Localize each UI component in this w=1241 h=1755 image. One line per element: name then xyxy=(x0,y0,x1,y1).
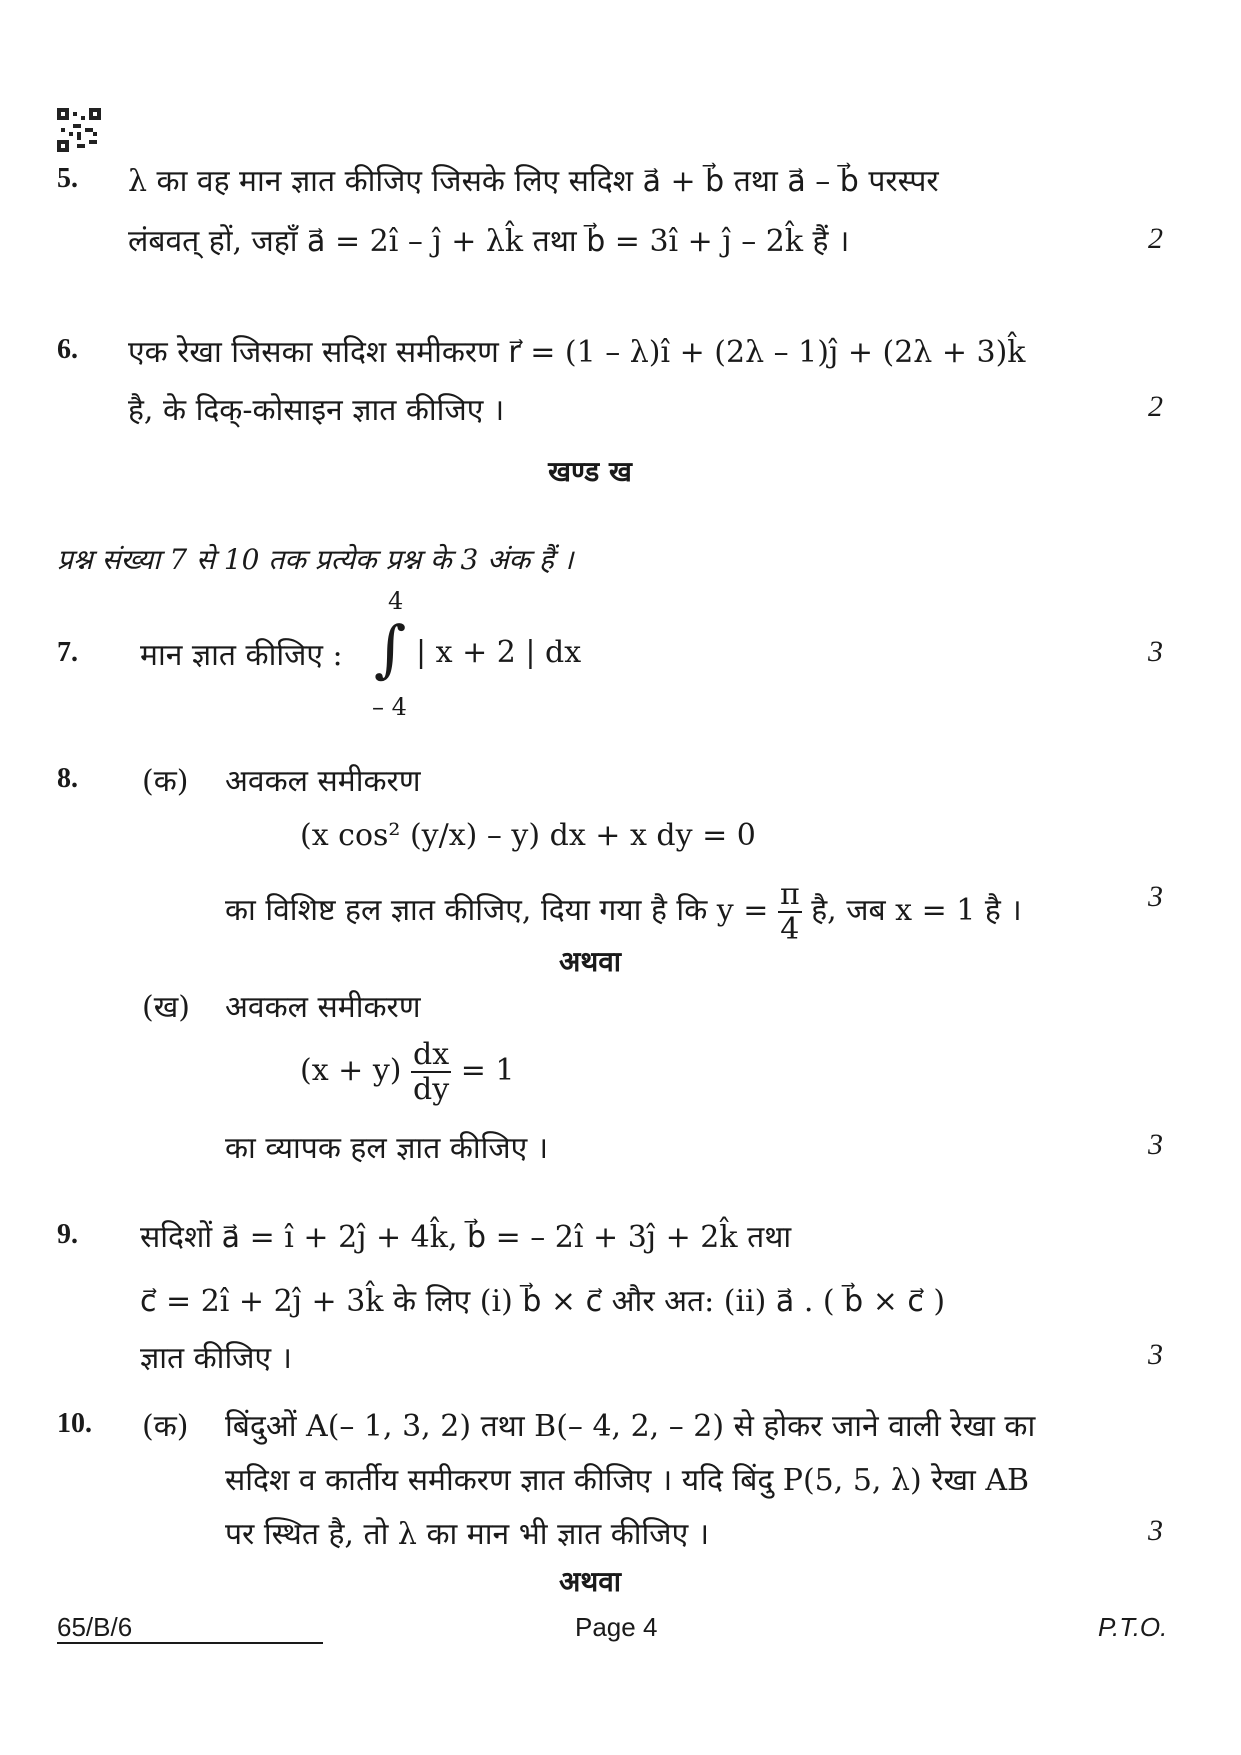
question-8-part-b-line-3: का व्यापक हल ज्ञात कीजिए । xyxy=(225,1131,549,1166)
integral-upper-limit: 4 xyxy=(388,587,404,615)
question-7-marks: 3 xyxy=(1148,635,1163,668)
question-10-number: 10. xyxy=(57,1408,92,1439)
question-5-line-1: λ का वह मान ज्ञात कीजिए जिसके लिए सदिश a⃗ + b⃗ तथा a⃗ – b⃗ परस्पर xyxy=(128,164,939,199)
question-8-number: 8. xyxy=(57,763,78,794)
question-8-part-b-text: अवकल समीकरण xyxy=(225,990,421,1025)
question-5-marks: 2 xyxy=(1148,222,1163,255)
question-9-number: 9. xyxy=(57,1219,78,1250)
question-9-line-2: c⃗ = 2î + 2ĵ + 3k̂ के लिए (i) b⃗ × c⃗ और अत: (ii) a⃗ . ( b⃗ × c⃗ ) xyxy=(140,1284,946,1319)
question-9-line-3: ज्ञात कीजिए । xyxy=(140,1341,292,1376)
question-7-number: 7. xyxy=(57,637,78,668)
question-10-line-2: सदिश व कार्तीय समीकरण ज्ञात कीजिए । यदि बिंदु P(5, 5, λ) रेखा AB xyxy=(225,1463,1030,1498)
question-10-line-3: पर स्थित है, तो λ का मान भी ज्ञात कीजिए । xyxy=(225,1517,710,1552)
fraction-denominator: dy xyxy=(413,1072,450,1107)
question-7-integrand: | x + 2 | dx xyxy=(416,635,582,670)
question-10-marks: 3 xyxy=(1148,1514,1163,1547)
question-7-text: मान ज्ञात कीजिए : xyxy=(140,638,343,673)
condition-text-post: है, जब x = 1 है । xyxy=(811,893,1022,928)
equation-post: = 1 xyxy=(460,1053,515,1088)
question-8-part-a-label: (क) xyxy=(142,764,189,799)
question-5-line-2: लंबवत् हों, जहाँ a⃗ = 2î – ĵ + λk̂ तथा b⃗ = 3î + ĵ – 2k̂ हैं । xyxy=(128,224,850,259)
question-9-line-1: सदिशों a⃗ = î + 2ĵ + 4k̂, b⃗ = – 2î + 3ĵ + 2k̂ तथा xyxy=(140,1220,792,1255)
question-8-part-a-condition xyxy=(225,878,1022,946)
question-5-number: 5. xyxy=(57,163,78,194)
question-10-or: अथवा xyxy=(558,1565,622,1598)
question-8-part-a-text: अवकल समीकरण xyxy=(225,764,421,799)
question-8-part-b-equation xyxy=(300,1038,514,1106)
question-8-part-a-marks: 3 xyxy=(1148,880,1163,913)
question-6-number: 6. xyxy=(57,334,78,365)
fraction-numerator: π xyxy=(779,877,800,912)
question-6-line-1: एक रेखा जिसका सदिश समीकरण r⃗ = (1 – λ)î + (2λ – 1)ĵ + (2λ + 3)k̂ xyxy=(128,335,1026,370)
footer-pto: P.T.O. xyxy=(1098,1612,1168,1642)
condition-text-pre: का विशिष्ट हल ज्ञात कीजिए, दिया गया है कि y = xyxy=(225,893,769,928)
question-10-part-a-label: (क) xyxy=(142,1409,189,1444)
question-8-part-b-marks: 3 xyxy=(1148,1128,1163,1161)
integral-sign: ∫ xyxy=(374,612,407,685)
question-8-part-a-equation: (x cos² (y/x) – y) dx + x dy = 0 xyxy=(300,818,756,853)
integral-lower-limit: – 4 xyxy=(372,693,407,721)
section-heading: खण्ड ख xyxy=(548,455,632,488)
footer-page-number: Page 4 xyxy=(575,1612,658,1642)
question-6-line-2: है, के दिक्-कोसाइन ज्ञात कीजिए । xyxy=(128,393,505,428)
fraction-numerator: dx xyxy=(413,1037,450,1072)
qr-code-icon xyxy=(57,108,101,152)
equation-pre: (x + y) xyxy=(300,1053,402,1088)
dx-dy-fraction xyxy=(411,1038,451,1106)
section-instruction: प्रश्न संख्या 7 से 10 तक प्रत्येक प्रश्न के 3 अंक हैं । xyxy=(57,543,574,576)
footer-paper-code: 65/B/6 xyxy=(57,1612,133,1642)
question-10-line-1: बिंदुओं A(– 1, 3, 2) तथा B(– 4, 2, – 2) से होकर जाने वाली रेखा का xyxy=(225,1409,1036,1444)
footer-underline xyxy=(57,1642,323,1644)
question-6-marks: 2 xyxy=(1148,390,1163,423)
pi-over-4-fraction xyxy=(778,878,802,946)
question-8-part-b-label: (ख) xyxy=(142,990,190,1025)
fraction-denominator: 4 xyxy=(780,912,800,947)
question-9-marks: 3 xyxy=(1148,1338,1163,1371)
question-8-or: अथवा xyxy=(558,945,622,978)
